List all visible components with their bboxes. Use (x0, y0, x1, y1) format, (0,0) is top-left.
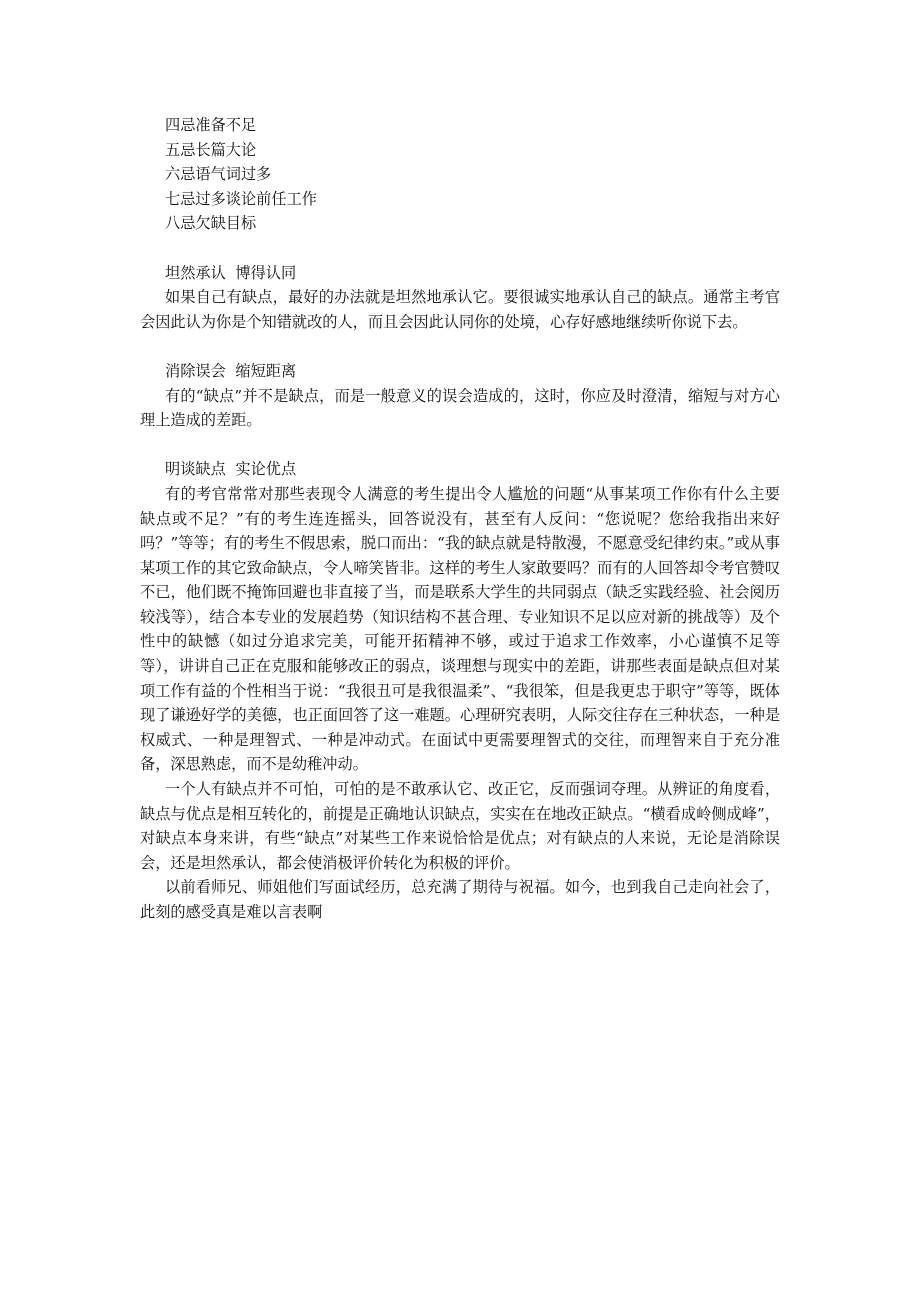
taboo-item: 八忌欠缺目标 (165, 214, 257, 233)
section-paragraph: 以前看师兄、师姐他们写面试经历，总充满了期待与祝福。如今，也到我自己走向社会了，此刻的感受真是难以言表啊 (140, 878, 780, 921)
section-heading: 坦然承认 博得认同 (165, 263, 297, 282)
taboo-item: 五忌长篇大论 (165, 140, 257, 159)
section-heading: 明谈缺点 实论优点 (165, 460, 297, 479)
taboo-item: 六忌语气词过多 (165, 165, 272, 184)
blank-line (140, 236, 780, 261)
document-body (140, 113, 780, 925)
section-paragraph: 有的考官常常对那些表现令人满意的考生提出令人尴尬的问题“从事某项工作你有什么主要缺点或不足？”有的考生连连摇头，回答说没有，甚至有人反问：“您说呢？您给我指出来好吗？”等等；有的考生不假思索，脱口而出：“我的缺点就是特散漫，不愿意受纪律约束。”或从事某项工作的其它致命缺点，令人啼笑皆非。这样的考生人家敢要吗？而有的人回答却令考官赞叹不已，他们既不掩饰回避也非直接了当，而是联系大学生的共同弱点（缺乏实践经验、社会阅历较浅等），结合本专业的发展趋势（知识结构不甚合理、专业知识不足以应对新的挑战等）及个性中的缺憾（如过分追求完美，可能开拓精神不够，或过于追求工作效率，小心谨慎不足等等），讲讲自己正在克服和能够改正的弱点，谈理想与现实中的差距，讲那些表面是缺点但对某项工作有益的个性相当于说：“我很丑可是我很温柔”、“我很笨，但是我更忠于职守”等等，既体现了谦逊好学的美德，也正面回答了这一难题。心理研究表明，人际交往存在三种状态，一种是权威式、一种是理智式、一种是冲动式。在面试中更需要理智式的交往，而理智来自于充分准备，深思熟虑，而不是幼稚冲动。 (140, 484, 780, 774)
taboo-item: 四忌准备不足 (165, 116, 257, 134)
blank-line (140, 334, 780, 359)
taboo-item: 七忌过多谈论前任工作 (165, 189, 317, 208)
section-paragraph: 有的“缺点”并不是缺点，而是一般意义的误会造成的，这时，你应及时澄清，缩短与对方心理上造成的差距。 (140, 386, 780, 430)
section-paragraph: 如果自己有缺点，最好的办法就是坦然地承认它。要很诚实地承认自己的缺点。通常主考官会因此认为你是个知错就改的人，而且会因此认同你的处境，心存好感地继续听你说下去。 (140, 288, 780, 331)
blank-line (140, 433, 780, 458)
section-heading: 消除误会 缩短距离 (165, 361, 297, 380)
section-paragraph: 一个人有缺点并不可怕，可怕的是不敢承认它、改正它，反而强词夺理。从辨证的角度看，缺点与优点是相互转化的，前提是正确地认识缺点，实实在在地改正缺点。“横看成岭侧成峰”，对缺点本身来讲，有些“缺点”对某些工作来说恰恰是优点；对有缺点的人来说，无论是消除误会，还是坦然承认，都会使消极评价转化为积极的评价。 (140, 780, 780, 872)
